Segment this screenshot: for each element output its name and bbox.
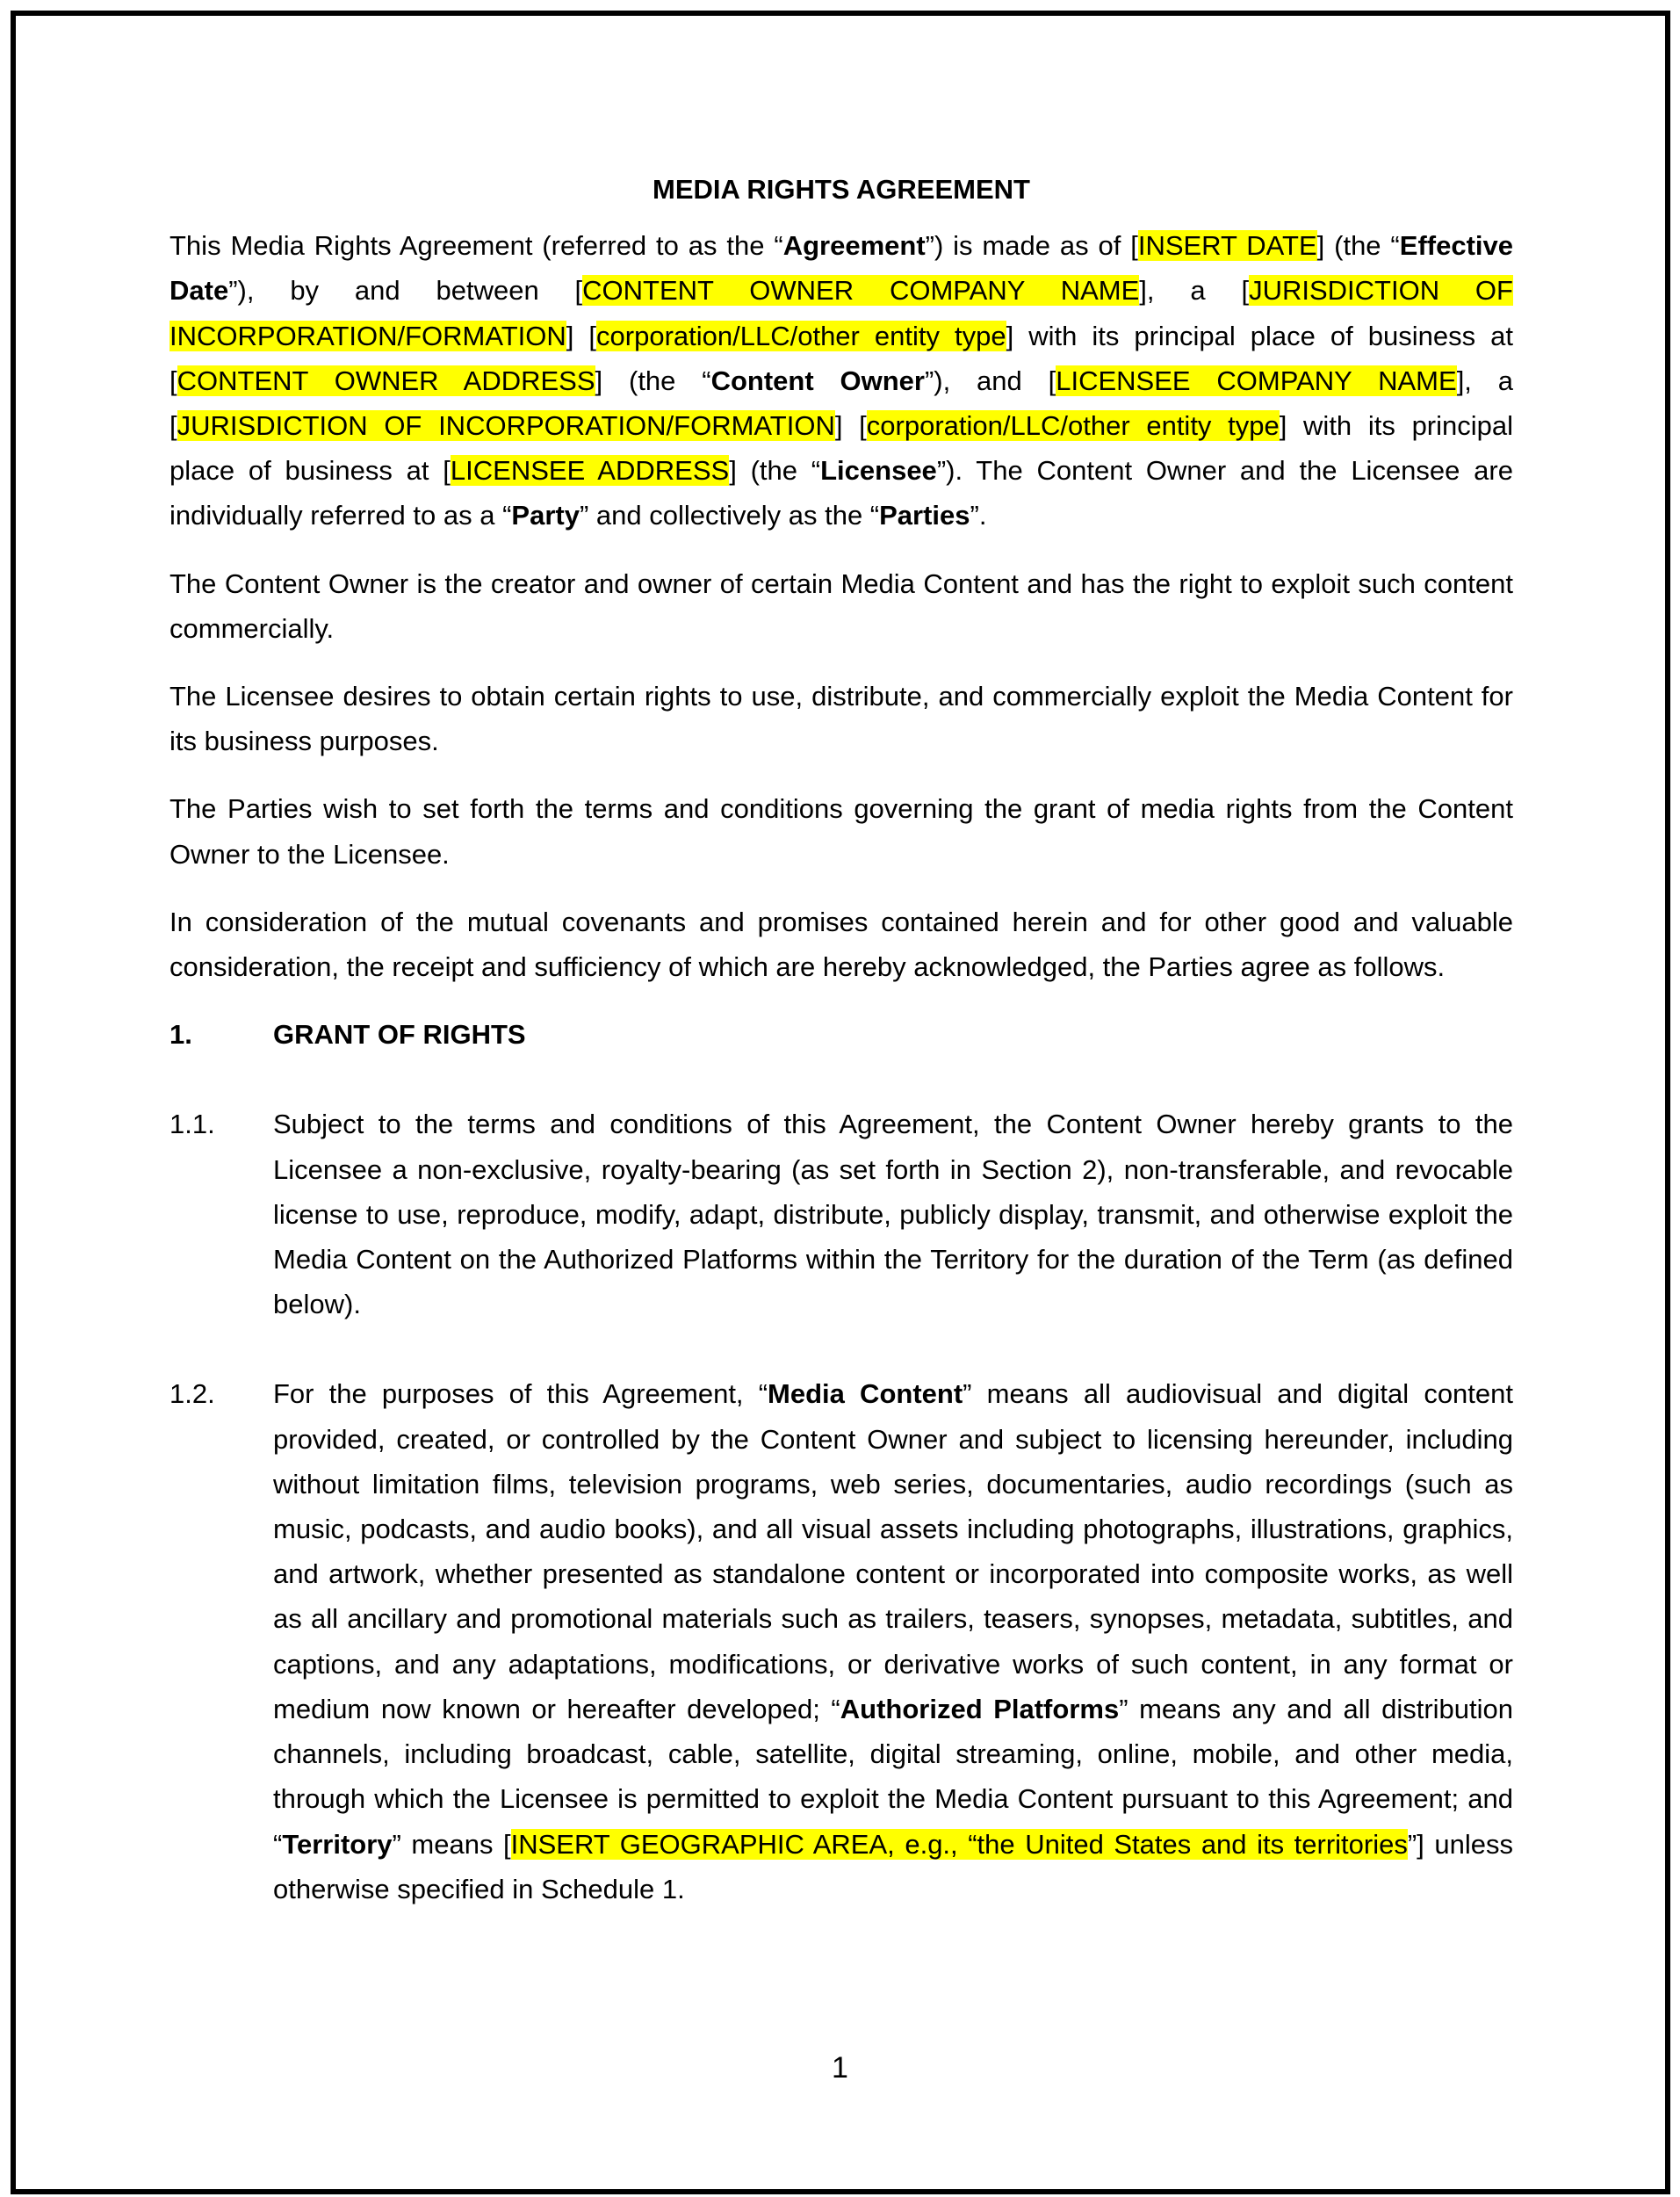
- clause-text-segment: ” means any and all distribution channels, including broadcast, cable, satellite, digital streaming, online, mobile, and other media, through which the Licensee is permitted to exploit the Media Content pursuant to this Agreement; and “: [273, 1693, 1513, 1860]
- defined-term-territory: Territory: [282, 1828, 393, 1860]
- placeholder-content-owner-address: CONTENT OWNER ADDRESS: [177, 365, 595, 396]
- preamble-text: ] [: [566, 320, 597, 351]
- clause-text: Subject to the terms and conditions of this Agreement, the Content Owner hereby grants to the Licensee a non-exclusive, royalty-bearing (as set forth in Section 2), non-transferable, and revocable license to use, reproduce, modify, adapt, distribute, publicly display, transmit, and otherwise exploit the Media Content on the Authorized Platforms within the Territory for the duration of the Term (as defined below).: [273, 1109, 1513, 1320]
- placeholder-geographic-area: INSERT GEOGRAPHIC AREA, e.g., “the United States and its territories: [510, 1828, 1408, 1860]
- preamble-text: ”). The Content Owner and the Licensee are individually referred to as a “: [169, 455, 1513, 531]
- clause-1-2: [169, 1371, 1513, 1911]
- defined-term-parties: Parties: [879, 500, 970, 531]
- preamble-paragraph: [169, 223, 1513, 538]
- preamble-text: ] with its principal place of business at [: [169, 410, 1514, 487]
- clause-text-segment: For the purposes of this Agreement, “: [273, 1378, 768, 1410]
- defined-term-licensee: Licensee: [820, 455, 937, 487]
- section-heading-grant-of-rights: [169, 1012, 1513, 1057]
- placeholder-content-owner-name: CONTENT OWNER COMPANY NAME: [582, 275, 1140, 307]
- placeholder-content-owner-jurisdiction: JURISDICTION OF INCORPORATION/FORMATION: [169, 275, 1513, 351]
- preamble-text: ”), and [: [924, 365, 1056, 396]
- preamble-text: ] (the “: [595, 365, 711, 396]
- preamble-text: ], a [: [169, 365, 1513, 442]
- placeholder-licensee-entity-type: corporation/LLC/other entity type: [866, 410, 1280, 442]
- clause-text-segment: ” means all audiovisual and digital content provided, created, or controlled by the Content Owner and subject to licensing hereunder, including without limitation films, television programs, web series, documentaries, audio recordings (such as music, podcasts, and audio books), and all visual assets including photographs, illustrations, graphics, and artwork, whether presented as standalone content or incorporated into composite works, as well as all ancillary and promotional materials such as trailers, teasers, synopses, metadata, subtitles, and captions, and any adaptations, modifications, or derivative works of such content, in any format or medium now known or hereafter developed; “: [273, 1378, 1514, 1724]
- clause-1-1: [169, 1102, 1513, 1326]
- defined-term-agreement: Agreement: [782, 230, 926, 262]
- preamble-text: ] (the “: [729, 455, 821, 487]
- section-number: 1.: [169, 1019, 192, 1051]
- preamble-text: ] [: [834, 410, 867, 442]
- preamble-text: ] (the “: [1316, 230, 1400, 262]
- document-body: [169, 167, 1513, 1956]
- preamble-text: ] with its principal place of business at [: [169, 320, 1513, 396]
- page-number: 1: [832, 2051, 848, 2085]
- recital-paragraph: The Parties wish to set forth the terms and conditions governing the grant of media rights from the Content Owner to the Licensee.: [169, 793, 1513, 870]
- section-title: GRANT OF RIGHTS: [273, 1019, 526, 1051]
- preamble-text: This Media Rights Agreement (referred to as the “: [169, 230, 783, 262]
- defined-term-media-content: Media Content: [768, 1378, 963, 1410]
- defined-term-authorized-platforms: Authorized Platforms: [840, 1693, 1120, 1724]
- preamble-text: ], a [: [1139, 275, 1250, 307]
- clause-text: [273, 1371, 1513, 1911]
- preamble-text: ”.: [970, 500, 987, 531]
- placeholder-insert-date: INSERT DATE: [1137, 230, 1317, 262]
- consideration-paragraph: In consideration of the mutual covenants and promises contained herein and for other good and valuable consideration, the receipt and sufficiency of which are hereby acknowledged, the Parties agree as follows.: [169, 906, 1513, 983]
- recital-paragraph: The Content Owner is the creator and owner of certain Media Content and has the right to exploit such content commercially.: [169, 567, 1513, 644]
- placeholder-content-owner-entity-type: corporation/LLC/other entity type: [596, 320, 1006, 351]
- placeholder-licensee-jurisdiction: JURISDICTION OF INCORPORATION/FORMATION: [177, 410, 835, 442]
- preamble-text: ”), by and between [: [228, 275, 583, 307]
- defined-term-content-owner: Content Owner: [710, 365, 925, 396]
- defined-term-effective-date: Effective Date: [169, 230, 1513, 307]
- defined-term-party: Party: [511, 500, 580, 531]
- preamble-text: ” and collectively as the “: [579, 500, 880, 531]
- placeholder-licensee-address: LICENSEE ADDRESS: [450, 455, 730, 487]
- clause-text-segment: ” means [: [392, 1828, 511, 1860]
- clause-number: 1.1.: [169, 1109, 215, 1140]
- clause-number: 1.2.: [169, 1378, 215, 1410]
- clause-text-segment: ”] unless otherwise specified in Schedule 1.: [273, 1828, 1513, 1904]
- document-title: MEDIA RIGHTS AGREEMENT: [653, 174, 1030, 205]
- placeholder-licensee-name: LICENSEE COMPANY NAME: [1056, 365, 1457, 396]
- recital-paragraph: The Licensee desires to obtain certain rights to use, distribute, and commercially exploit the Media Content for its business purposes.: [169, 681, 1513, 757]
- preamble-text: ”) is made as of [: [925, 230, 1138, 262]
